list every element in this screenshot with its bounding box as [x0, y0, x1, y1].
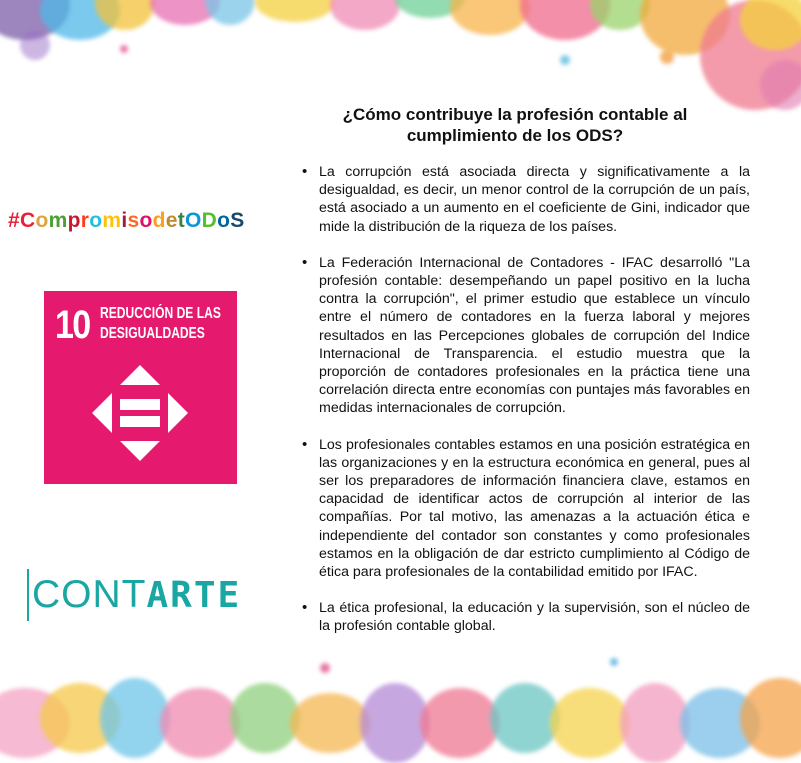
logo-text: [32, 573, 241, 618]
hashtag-letter: C: [19, 209, 36, 232]
hashtag-letter: S: [230, 209, 245, 232]
page-title: ¿Cómo contribuye la profesión contable al cumplimiento de los ODS?: [342, 105, 688, 145]
paint-splash-bottom: [0, 643, 801, 738]
bullet-list: [300, 163, 750, 654]
bullet-item: • Los profesionales contables estamos en una posición estratégica en las organizaciones y en la estructura económica en general, pues al ser los preparadores de información financiera clave, estamos en capacidad de identificar actos de corrupción al interior de las compañías. Por tal motivo, las amenazas a la actuación ética e independiente del contador son constantes y como profesionales estamos en la obligación de dar estricto cumplimiento al Código de ética para profesionales de la contabilidad emitido por IFAC.: [300, 436, 750, 582]
hashtag-letter: s: [127, 209, 140, 232]
logo-text-arte: ARTE: [146, 575, 242, 616]
hashtag-letter: t: [177, 209, 186, 232]
equality-arrows-icon: [90, 363, 190, 463]
bullet-item: • La Federación Internacional de Contadores - IFAC desarrolló "La profesión contable: desempeñando un papel positivo en la lucha contra la corrupción", el primer estudio que establece un vínculo entre el número de contadores en la fuerza laboral y mejores resultados en las Percepciones globales de corrupción del Indice Internacional de Transparencia. el estudio muestra que la proporción de contadores profesionales en la práctica tiene una correlación directa entre economías con puntajes más favorables en medidas internacionales de corrupción.: [300, 254, 750, 418]
logo-bar: [27, 569, 29, 621]
hashtag-letter: o: [89, 209, 103, 232]
paint-splash-top: [0, 0, 801, 120]
logo-text-cont: CONT: [32, 573, 147, 616]
sdg-title-line2: DESIGUALDADES: [100, 325, 205, 342]
hashtag-compromisodetodos: [8, 209, 245, 233]
hashtag-letter: o: [217, 209, 231, 232]
hashtag-letter: #: [8, 209, 20, 232]
hashtag-letter: o: [139, 209, 153, 232]
sdg-number: 10: [55, 303, 90, 347]
hashtag-letter: D: [201, 209, 218, 232]
sdg-title-line1: REDUCCIÓN DE LAS: [100, 305, 221, 322]
hashtag-letter: e: [165, 209, 178, 232]
sdg-title: [100, 304, 221, 344]
hashtag-letter: O: [185, 209, 202, 232]
hashtag-letter: o: [35, 209, 49, 232]
hashtag-letter: m: [102, 209, 122, 232]
hashtag-letter: i: [121, 209, 128, 232]
hashtag-letter: d: [152, 209, 166, 232]
bullet-item: • La corrupción está asociada directa y significativamente a la desigualdad, es decir, un menor control de la corrupción de un país, está asociado a un aumento en el coeficiente de Gini, indicador que mide la distribución de la riqueza de los países.: [300, 163, 750, 236]
hashtag-letter: r: [80, 209, 90, 232]
hashtag-letter: p: [67, 209, 81, 232]
hashtag-letter: m: [48, 209, 68, 232]
bullet-item: • La ética profesional, la educación y la supervisión, son el núcleo de la profesión contable global.: [300, 599, 750, 635]
sdg-10-card: [44, 291, 237, 484]
